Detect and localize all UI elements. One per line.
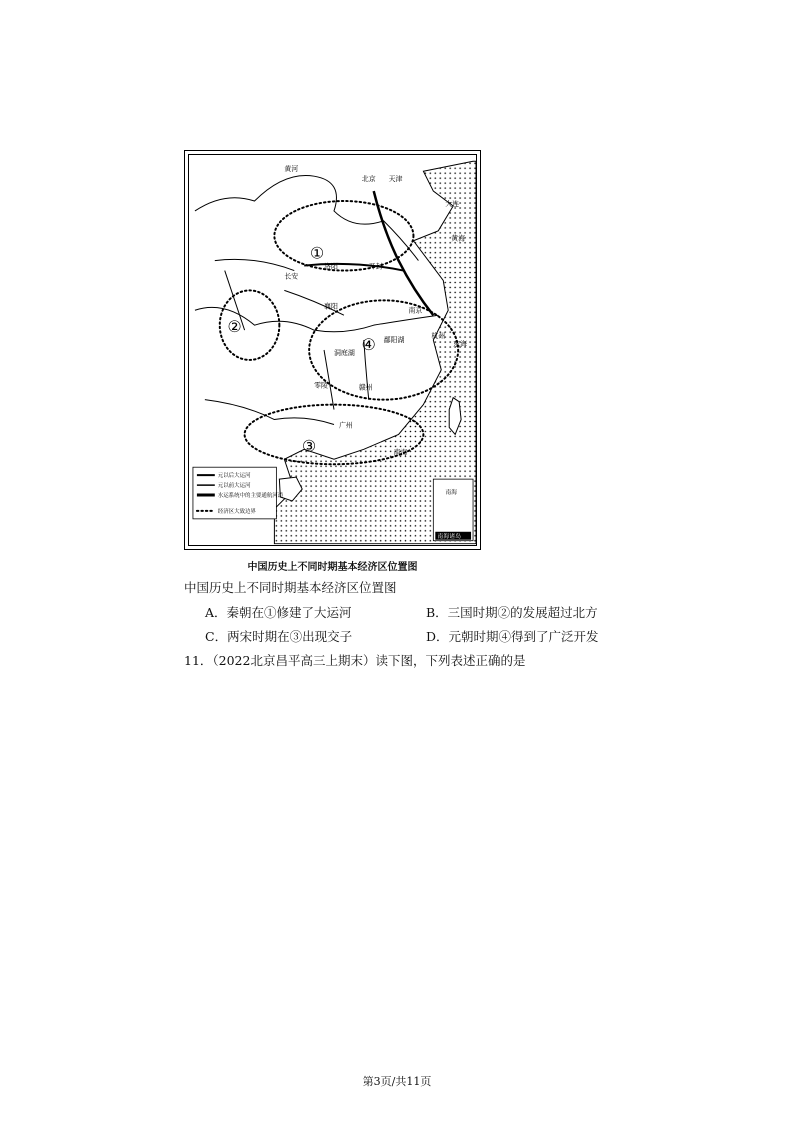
south-sea-inset [433, 479, 473, 541]
region-2-marker: ② [227, 317, 242, 337]
inset-nanhai-label: 南海 [445, 489, 458, 497]
label-ganzhou: 赣州 [358, 383, 373, 392]
label-lingnan: 零陵 [314, 381, 328, 390]
question-11: 11．（2022北京昌平高三上期末）读下图，下列表述正确的是 [184, 653, 526, 668]
historical-map [184, 150, 481, 550]
label-nanjing: 南京 [408, 306, 423, 315]
legend-item-4: 经济区大致边界 [217, 508, 256, 515]
option-c: C．两宋时期在③出现交子 [205, 629, 353, 644]
label-poyang: 鄱阳湖 [383, 336, 405, 345]
question-title: 中国历史上不同时期基本经济区位置图 [184, 580, 397, 595]
wei-river [215, 259, 294, 270]
map-drawing [185, 151, 480, 549]
yellow-river [195, 175, 418, 260]
page-number: 第3页/共11页 [362, 1075, 432, 1088]
label-dongting: 洞庭湖 [333, 348, 355, 357]
label-xiangyang: 襄阳 [324, 302, 338, 311]
label-huanghe: 黄河 [284, 165, 299, 174]
label-tianjin: 天津 [388, 175, 403, 184]
legend-item-1: 元以后大运河 [217, 473, 251, 480]
label-changan: 长安 [284, 272, 299, 281]
label-dalian: 大连 [445, 199, 460, 208]
legend-item-3: 水运系统中的主要通航河道 [217, 493, 284, 500]
option-a: A．秦朝在①修建了大运河 [205, 605, 352, 620]
label-guangzhou: 广州 [338, 421, 353, 430]
map-caption: 中国历史上不同时期基本经济区位置图 [247, 562, 418, 573]
label-hangzhou: 杭州 [431, 332, 446, 341]
option-b: B．三国时期②的发展超过北方 [426, 605, 598, 620]
label-beijing: 北京 [361, 175, 376, 184]
label-nanhai: 南海 [393, 448, 408, 457]
label-huanghai: 黄海 [451, 234, 466, 243]
region-4-marker: ④ [361, 335, 376, 354]
region-3-marker: ③ [302, 436, 317, 456]
legend-item-2: 元以前大运河 [217, 483, 251, 490]
label-luoyang: 洛阳 [324, 262, 338, 271]
region-1-boundary [274, 201, 413, 271]
region-1-marker: ① [309, 243, 325, 263]
option-d: D．元朝时期④得到了广泛开发 [426, 629, 599, 644]
canal-branch [304, 264, 403, 271]
inset-caption: 南海诸岛 [437, 533, 462, 541]
label-donghai: 东海 [453, 340, 468, 349]
label-kaifeng: 开封 [368, 262, 383, 271]
pearl-river [205, 400, 334, 425]
map-legend [193, 467, 284, 519]
